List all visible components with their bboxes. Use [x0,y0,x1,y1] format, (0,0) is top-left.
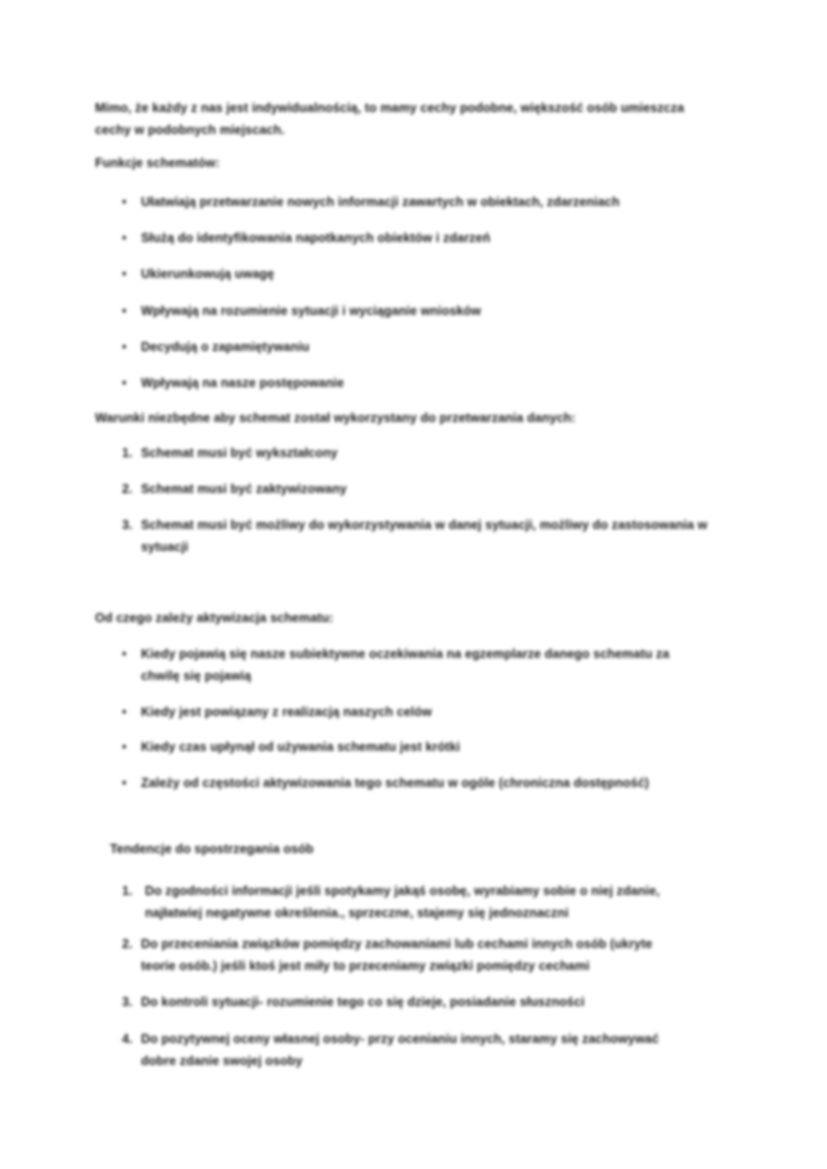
text-line: sytuacji [141,540,189,554]
text-line: najłatwiej negatywne określenia., sprzeczne, stajemy się jednoznaczni [145,906,569,920]
text-line: Wpływają na nasze postępowanie [141,376,345,390]
item-number: 4. [122,1032,133,1046]
bullet-marker: • [122,195,127,209]
bullet-item [0,643,827,687]
bullet-marker: • [122,304,127,318]
text-line: Służą do identyfikowania napotkanych obiektów i zdarzeń [141,231,491,245]
bullet-item [0,372,827,394]
text-line: Do kontroli sytuacji- rozumienie tego co się dzieje, posiadanie słuszności [141,995,585,1009]
text-line: Ułatwiają przetwarzanie nowych informacji zawartych w obiektach, zdarzeniach [141,195,620,209]
text-line: Ukierunkowują uwagę [141,267,275,281]
text-line: Do zgodności informacji jeśli spotykamy jakąś osobę, wyrabiamy sobie o niej zdanie, [145,884,660,898]
section-heading [0,838,827,860]
bullet-marker: • [122,776,127,790]
text-line: Zależy od częstości aktywizowania tego schematu w ogóle (chroniczna dostępność) [141,776,650,790]
text-line: Mimo, że każdy z nas jest indywidualnością, to mamy cechy podobne, większość osób umieszcza [95,101,685,115]
text-line: Funkcje schematów: [95,156,220,170]
text-line: Do pozytywnej oceny własnej osoby- przy ocenianiu innych, staramy się zachowywać [141,1032,659,1046]
numbered-item [0,1028,827,1072]
text-line: Kiedy czas upłynął od używania schematu jest krótki [141,740,461,754]
text-line: Decydują o zapamiętywaniu [141,340,310,354]
item-number: 1. [122,884,133,898]
section-heading [0,607,827,629]
section-heading [0,152,827,174]
text-line: Kiedy jest powiązany z realizacją naszych celów [141,705,432,719]
bullet-marker: • [122,740,127,754]
item-number: 2. [122,482,133,496]
numbered-item [0,442,827,464]
text-line: cechy w podobnych miejscach. [95,123,285,137]
item-number: 2. [122,937,133,951]
item-number: 3. [122,518,133,532]
bullet-marker: • [122,376,127,390]
item-number: 3. [122,995,133,1009]
bullet-item [0,772,827,794]
text-line: Schemat musi być zaktywizowany [141,482,347,496]
text-line: Schemat musi być wykształcony [141,446,338,460]
bullet-marker: • [122,231,127,245]
bullet-item [0,263,827,285]
numbered-item [0,991,827,1013]
bullet-item [0,701,827,723]
text-line: dobre zdanie swojej osoby [141,1054,303,1068]
text-line: Warunki niezbędne aby schemat został wykorzystany do przetwarzania danych: [95,411,576,425]
text-line: Od czego zależy aktywizacja schematu: [95,611,334,625]
text-line: teorie osób.) jeśli ktoś jest miły to przeceniamy związki pomiędzy cechami [141,959,590,973]
text-line: chwilę się pojawią [141,669,252,683]
bullet-marker: • [122,267,127,281]
bullet-item [0,300,827,322]
section-heading [0,407,827,429]
text-line: Kiedy pojawią się nasze subiektywne oczekiwania na egzemplarze danego schematu za [141,647,670,661]
bullet-item [0,227,827,249]
numbered-item [0,514,827,558]
bullet-marker: • [122,705,127,719]
bullet-item [0,336,827,358]
text-line: Schemat musi być możliwy do wykorzystywania w danej sytuacji, możliwy do zastosowania w [141,518,708,532]
numbered-item [0,933,827,977]
text-line: Do przeceniania związków pomiędzy zachowaniami lub cechami innych osób (ukryte [141,937,653,951]
bullet-item [0,736,827,758]
bullet-item [0,191,827,213]
bullet-marker: • [122,647,127,661]
item-number: 1. [122,446,133,460]
text-line: Wpływają na rozumienie sytuacji i wyciąganie wniosków [141,304,482,318]
text-line: Tendencje do spostrzegania osób [110,842,314,856]
bullet-marker: • [122,340,127,354]
paragraph-block [0,97,827,141]
numbered-item [0,478,827,500]
numbered-item [0,880,827,924]
